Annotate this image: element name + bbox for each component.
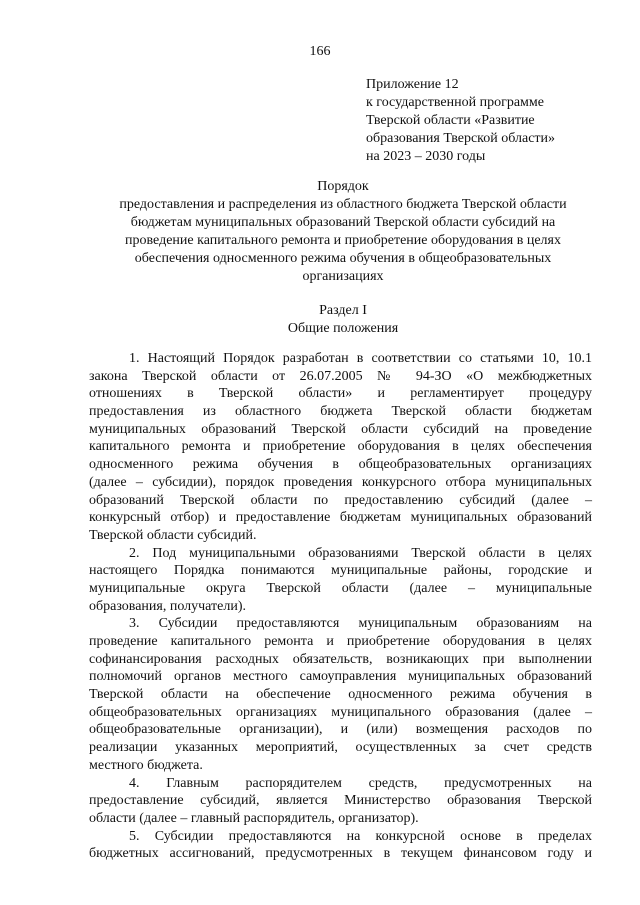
appendix-line: на 2023 – 2030 годы <box>366 149 486 164</box>
document-title <box>100 178 586 286</box>
page-number: 166 <box>309 44 331 59</box>
section-name: Общие положения <box>287 321 399 336</box>
title-heading: Порядок <box>317 179 369 194</box>
paragraph-3-line: софинансирования расходных обязательств, возникающих при выполнении <box>89 651 592 667</box>
paragraph-3-line: полномочий органов местного самоуправления муниципальных образований <box>89 669 592 685</box>
paragraph-5-line: бюджетных ассигнований, предусмотренных в текущем финансовом году и <box>89 846 592 862</box>
paragraph-4-line: предоставление субсидий, является Министерство образования Тверской <box>89 793 592 809</box>
paragraph-3-line: местного бюджета. <box>89 757 203 773</box>
paragraph-2-line: настоящего Порядка понимаются муниципальные районы, городские и <box>89 563 592 579</box>
paragraph-5-line: 5. Субсидии предоставляются на конкурсной основе в пределах <box>129 828 592 844</box>
paragraph-1-line: Тверской области субсидий. <box>89 527 257 543</box>
paragraph-1-line: закона Тверской области от 26.07.2005 № 94-ЗО «О межбюджетных <box>89 368 592 384</box>
paragraph-1-line: капитального ремонта и приобретение оборудования в целях обеспечения <box>89 439 592 455</box>
paragraph-1-line: муниципальных образований Тверской области субсидий на проведение <box>89 421 592 437</box>
body-text <box>89 350 592 863</box>
title-line: бюджетам муниципальных образований Тверской области субсидий на <box>130 215 556 230</box>
title-line: проведение капитального ремонта и приобретение оборудования в целях <box>125 233 561 248</box>
paragraph-1-line: отношениях в Тверской области» и регламентирует процедуру <box>89 386 592 402</box>
paragraph-1-line: (далее – субсидии), порядок проведения конкурсного отбора муниципальных <box>89 474 592 490</box>
title-line: организациях <box>302 269 384 284</box>
section-heading <box>100 302 586 338</box>
paragraph-4-line: 4. Главным распорядителем средств, предусмотренных на <box>129 775 592 791</box>
appendix-line: к государственной программе <box>366 95 544 110</box>
appendix-line: образования Тверской области» <box>366 131 556 146</box>
paragraph-4-line: области (далее – главный распорядитель, организатор). <box>89 810 419 826</box>
title-line: предоставления и распределения из областного бюджета Тверской области <box>119 197 567 212</box>
appendix-block <box>366 76 606 166</box>
paragraph-3-line: общеобразовательные организации), и (или) возмещения расходов по <box>89 722 592 738</box>
paragraph-3-line: общеобразовательных организациях муниципального образования (далее – <box>89 704 592 720</box>
appendix-line: Приложение 12 <box>366 77 459 92</box>
paragraph-2-line: образования, получатели). <box>89 598 247 614</box>
paragraph-2-line: 2. Под муниципальными образованиями Тверской области в целях <box>129 545 592 561</box>
appendix-line: Тверской области «Развитие <box>366 113 535 128</box>
paragraph-3-line: проведение капитального ремонта и приобретение оборудования в целях <box>89 634 592 649</box>
paragraph-1-line: 1. Настоящий Порядок разработан в соответствии со статьями 10, 10.1 <box>129 351 592 366</box>
paragraph-2-line: муниципальные округа Тверской области (далее – муниципальные <box>89 580 592 596</box>
title-line: обеспечения односменного режима обучения в общеобразовательных <box>134 251 552 266</box>
paragraph-3-line: 3. Субсидии предоставляются муниципальным образованиям на <box>129 616 592 632</box>
section-number: Раздел I <box>319 303 367 318</box>
paragraph-1-line: конкурсный отбор) и предоставление бюджетам муниципальных образований <box>89 510 592 526</box>
paragraph-1-line: односменного режима обучения в общеобразовательных организациях <box>89 457 592 473</box>
paragraph-3-line: Тверской области на обеспечение односменного режима обучения в <box>89 687 592 703</box>
paragraph-1-line: предоставления из областного бюджета Тверской области бюджетам <box>89 404 592 420</box>
paragraph-1-line: образований Тверской области по предоставлению субсидий (далее – <box>89 492 592 508</box>
paragraph-3-line: реализации указанных мероприятий, осуществленных за счет средств <box>89 740 592 756</box>
